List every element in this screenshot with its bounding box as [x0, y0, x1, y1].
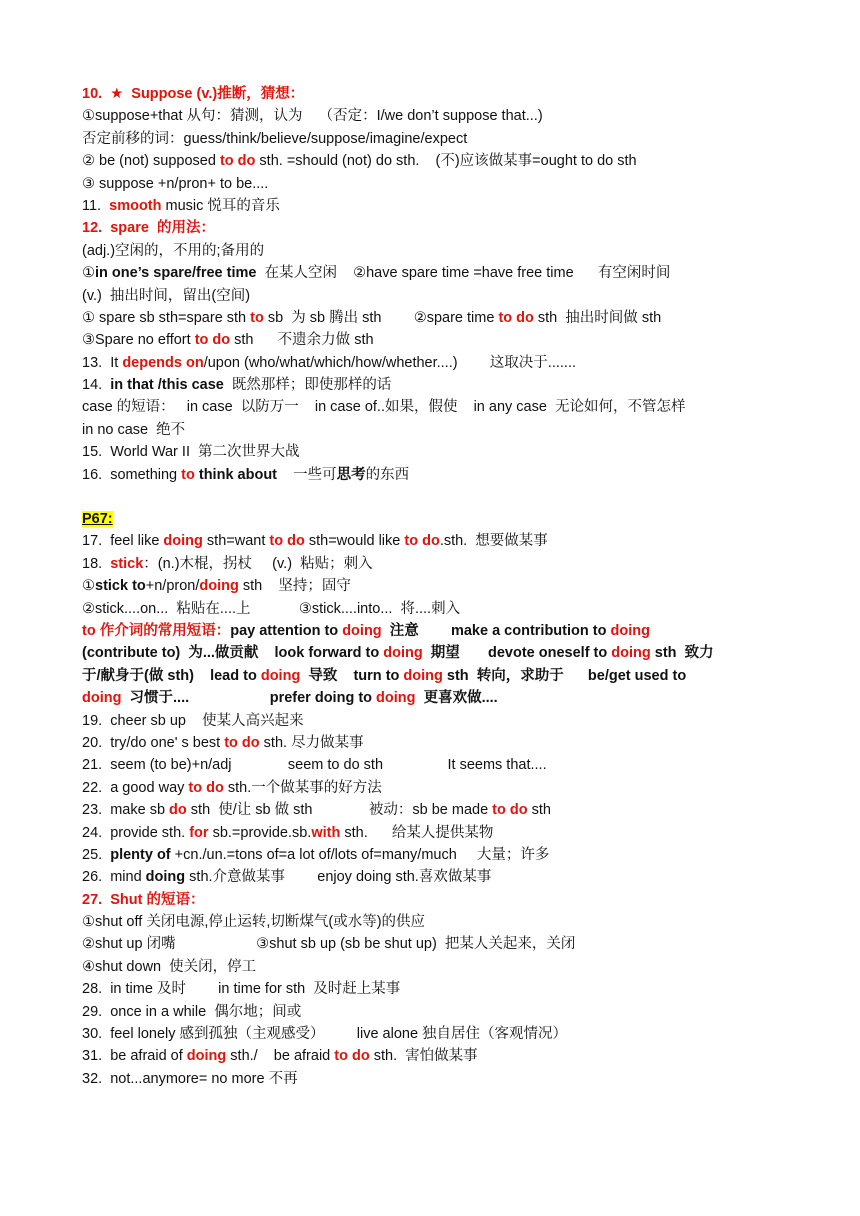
text-run: 思考 [336, 466, 366, 483]
text-run: sb 为 sb 腾出 sth ②spare time [263, 309, 499, 326]
text-run: 10. ★ Suppose (v.)推断，猜想： [82, 86, 305, 102]
text-run: 一些可 [277, 466, 337, 483]
text-run: 24. provide sth. [82, 824, 190, 841]
document-line [82, 396, 782, 418]
text-run: 导致 turn to [300, 667, 404, 684]
text-run: 31. be afraid of [82, 1048, 187, 1065]
document-line [82, 844, 782, 866]
document-line [82, 575, 782, 597]
text-run: 20. try/do one' s best [82, 734, 225, 751]
text-run: 23. make sb [82, 802, 170, 819]
text-run: music 悦耳的音乐 [161, 197, 280, 214]
text-run: sth 转向，求助于 be/get used to [442, 667, 687, 684]
text-run: for [189, 824, 209, 841]
document-line [82, 665, 782, 687]
text-run: doing [163, 533, 203, 550]
text-run: sth 抽出时间做 sth [533, 309, 662, 326]
document-line [82, 687, 782, 709]
document-line [82, 978, 782, 1000]
text-run: doing [403, 667, 443, 684]
document-line [82, 1045, 782, 1067]
section-heading: P67: [82, 511, 113, 528]
text-run: ① [82, 265, 95, 282]
text-run: 否定前移的词：guess/think/believe/suppose/imagine/expect [82, 130, 468, 147]
text-run: doing [260, 667, 301, 684]
text-run: (adj.)空闲的，不用的;备用的 [82, 242, 265, 259]
text-run: pay attention to [230, 622, 343, 639]
text-run: ②shut up 闭嘴 ③shut sb up (sb be shut up) 把某人关起来，关闭 [82, 936, 576, 953]
document-line [82, 642, 782, 664]
document-body [82, 83, 782, 1090]
text-run: 14. [82, 377, 111, 394]
document-line [82, 329, 782, 351]
text-run: 25. [82, 846, 111, 863]
document-line [82, 553, 782, 575]
document-line [82, 285, 782, 307]
document-line [82, 956, 782, 978]
text-run: 13. It [82, 354, 123, 371]
document-line [82, 933, 782, 955]
document-line [82, 732, 782, 754]
text-run: +cn./un.=tons of=a lot of/lots of=many/much 大量；许多 [170, 846, 550, 863]
text-run: to [181, 466, 195, 483]
text-run: .sth. 想要做某事 [439, 533, 548, 550]
document-line [82, 195, 782, 217]
text-run: think about [198, 466, 278, 483]
text-run: /upon (who/what/which/how/whether....) 这取决于....... [203, 354, 577, 371]
text-run: sth 使/让 sb 做 sth 被动：sb be made [186, 802, 493, 819]
document-line [82, 173, 782, 195]
text-run: 既然那样；即使那样的话 [223, 377, 392, 394]
blank-line [82, 486, 782, 508]
text-run: doing [82, 690, 122, 707]
text-run: 11. [82, 197, 110, 214]
text-run: to do [194, 332, 231, 349]
text-run: 在某人空闲 ②have spare time =have free time 有空闲时间 [256, 265, 671, 282]
text-run: doing [199, 578, 239, 595]
text-run: 习惯于.... prefer doing to [121, 690, 377, 707]
text-run: sth=would like [304, 533, 405, 550]
text-run: in one’s spare/free time [95, 265, 257, 282]
text-run: doing [145, 869, 186, 886]
text-run: 15. World War II 第二次世界大战 [82, 444, 300, 461]
text-run: with [311, 824, 341, 841]
text-run: sth 坚持；固守 [238, 578, 351, 595]
text-run: (contribute to) 为...做贡献 look forward to [82, 645, 384, 662]
document-line [82, 508, 782, 530]
text-run: case 的短语： in case 以防万一 in case of..如果，假使 in any case 无论如何，不管怎样 [82, 399, 686, 416]
text-run: sth=want [202, 533, 270, 550]
text-run: 22. a good way [82, 779, 189, 796]
document-line [82, 866, 782, 888]
text-run: sth.一个做某事的好方法 [223, 779, 382, 796]
text-run: 27. Shut 的短语： [82, 891, 205, 908]
text-run: in that /this case [110, 377, 224, 394]
document-line [82, 262, 782, 284]
document-line [82, 307, 782, 329]
text-run: 于/献身于(做 sth) lead to [82, 667, 261, 684]
text-run: to do [188, 779, 224, 796]
text-run: plenty of [110, 846, 171, 863]
text-run: sth [527, 802, 551, 819]
text-run: to do [404, 533, 440, 550]
text-run: stick [110, 555, 144, 572]
document-line [82, 217, 782, 239]
text-run: sth.介意做某事 enjoy doing sth.喜欢做某事 [185, 869, 492, 886]
text-run: ② be (not) supposed [82, 153, 220, 170]
text-run: +n/pron/ [145, 578, 200, 595]
text-run: to 作介词的常用短语： [82, 622, 231, 639]
text-run: to [250, 309, 264, 326]
text-run: ①shut off 关闭电源,停止运转,切断煤气(或水等)的供应 [82, 914, 426, 931]
text-run: doing [383, 645, 423, 662]
text-run: do [169, 802, 187, 819]
document-line [82, 777, 782, 799]
text-run: 期望 devote oneself to [422, 645, 612, 662]
document-line [82, 150, 782, 172]
text-run: 更喜欢做.... [415, 690, 498, 707]
document-line [82, 598, 782, 620]
document-line [82, 105, 782, 127]
text-run: depends on [122, 354, 204, 371]
document-line [82, 1068, 782, 1090]
text-run: sth. =should (not) do sth. (不)应该做某事=ought to do sth [255, 153, 637, 170]
document-line [82, 530, 782, 552]
text-run: to do [498, 309, 534, 326]
text-run: 29. once in a while 偶尔地；间或 [82, 1003, 302, 1020]
document-line [82, 620, 782, 642]
document-line [82, 710, 782, 732]
text-run: to do [224, 734, 260, 751]
text-run: sth. 给某人提供某物 [340, 824, 494, 841]
text-run: to do [334, 1048, 370, 1065]
text-run: ①suppose+that 从句：猜测，认为 （否定：I/we don’t suppose that...) [82, 108, 543, 125]
document-line [82, 889, 782, 911]
document-line [82, 441, 782, 463]
text-run: ① [82, 578, 95, 595]
document-line [82, 83, 782, 105]
document-line [82, 419, 782, 441]
text-run: smooth [109, 197, 162, 214]
document-line [82, 911, 782, 933]
text-run: sth./ be afraid [226, 1048, 335, 1065]
text-run: 的东西 [365, 466, 410, 483]
text-run: sth 致力 [650, 645, 714, 662]
text-run: (v.) 抽出时间，留出(空间) [82, 287, 251, 304]
text-run: to do [492, 802, 528, 819]
text-run: to do [269, 533, 305, 550]
text-run: in no case 绝不 [82, 421, 186, 438]
text-run: doing [376, 690, 416, 707]
document-line [82, 822, 782, 844]
text-run: ②stick....on... 粘贴在....上 ③stick....into... 将....刺入 [82, 600, 461, 617]
text-run: 注意 [381, 622, 451, 639]
text-run: doing [186, 1048, 227, 1065]
text-run: sth. 尽力做某事 [259, 734, 364, 751]
text-run: sth 不遗余力做 sth [230, 332, 374, 349]
text-run: 16. something [82, 466, 182, 483]
text-run: stick to [95, 578, 146, 595]
text-run: sb.=provide.sb. [208, 824, 312, 841]
text-run: 32. not...anymore= no more 不再 [82, 1070, 298, 1087]
text-run: 21. seem (to be)+n/adj seem to do sth It seems that.... [82, 757, 547, 774]
text-run: make a contribution to [450, 622, 611, 639]
text-run: 30. feel lonely 感到孤独（主观感受） live alone 独自居住（客观情况） [82, 1026, 568, 1043]
document-line [82, 1023, 782, 1045]
text-run: ③Spare no effort [82, 332, 195, 349]
text-run: ③ suppose +n/pron+ to be.... [82, 175, 269, 192]
text-run: doing [342, 622, 382, 639]
text-run: 19. cheer sb up 使某人高兴起来 [82, 712, 304, 729]
text-run: ④shut down 使关闭，停工 [82, 958, 257, 975]
document-line [82, 128, 782, 150]
text-run: ① spare sb sth=spare sth [82, 309, 251, 326]
text-run: 18. [82, 555, 111, 572]
text-run: 28. in time 及时 in time for sth 及时赶上某事 [82, 981, 401, 998]
document-line [82, 1001, 782, 1023]
document-line [82, 799, 782, 821]
document-line [82, 240, 782, 262]
text-run: ：(n.)木棍，拐杖 (v.) 粘贴；刺入 [143, 555, 373, 572]
document-line [82, 464, 782, 486]
document-line [82, 374, 782, 396]
document-line [82, 754, 782, 776]
text-run: to do [219, 153, 256, 170]
text-run: 26. mind [82, 869, 146, 886]
document-line [82, 352, 782, 374]
text-run: doing [611, 645, 651, 662]
text-run: sth. 害怕做某事 [369, 1048, 478, 1065]
text-run: 12. spare 的用法： [82, 220, 215, 237]
text-run: 17. feel like [82, 533, 164, 550]
text-run: doing [610, 622, 650, 639]
